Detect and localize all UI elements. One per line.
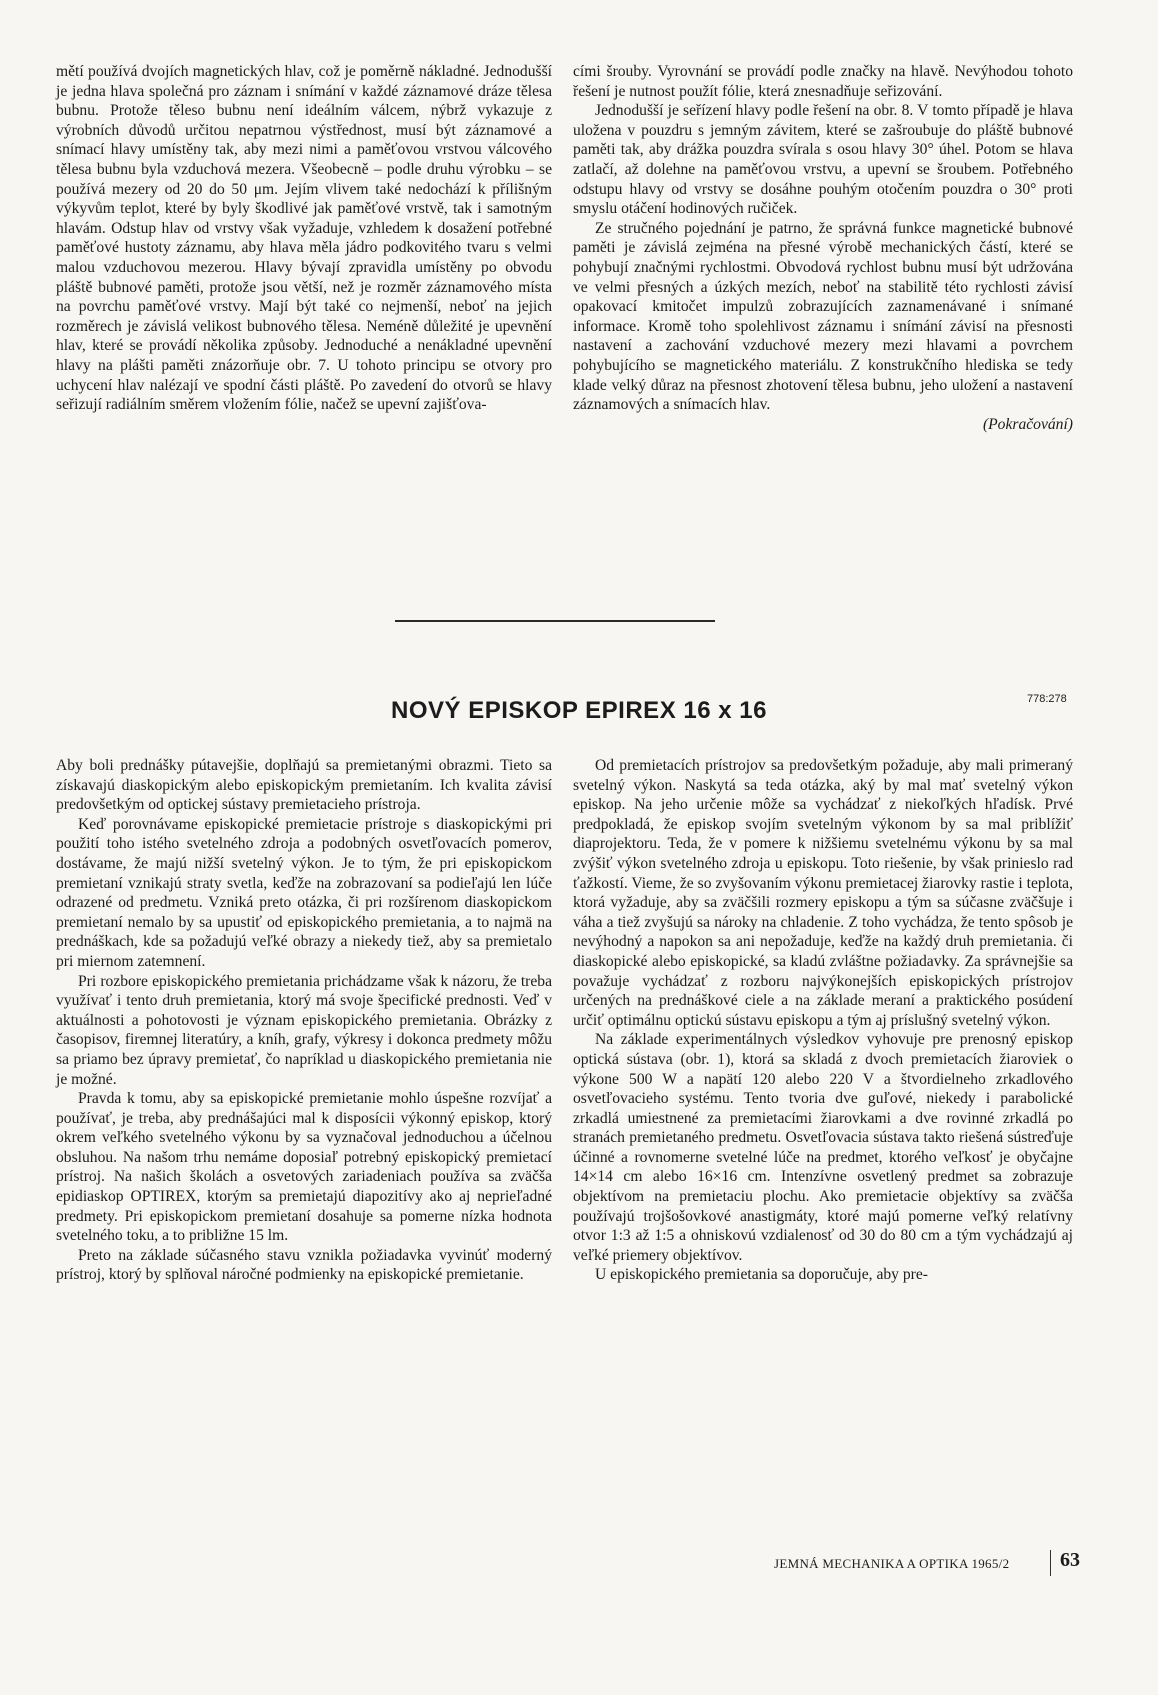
paragraph: Ze stručného pojednání je patrno, že správná funkce magnetické bubnové paměti je závislá zejména na přesné výrobě mechanických částí, které se pohybují značnými rychlostmi. Obvodová rychlost bubnu musí být udržována ve velmi přesných a úzkých mezích, neboť na stabilitě této rychlosti závisí opakovací kmitočet impulzů zobrazujících zaznamenávané i snímané informace. Kromě toho spolehlivost záznamu i snímání závisí na přesnosti nastavení a zachování vzduchové mezery mezi hlavami a povrchem pohybujícího se magnetického materiálu. Z konstrukčního hlediska se tedy klade velký důraz na přesnost zhotovení tělesa bubnu, jeho uložení a nastavení záznamových a snímacích hlav. [573,219,1073,414]
paragraph: Jednodušší je seřízení hlavy podle řešení na obr. 8. V tomto případě je hlava uložena v pouzdru s jemným závitem, které se zašroubuje do pláště bubnové paměti tak, aby drážka pouzdra svírala s osou hlavy 30° úhel. Potom se hlava zatlačí, až dolehne na paměťovou vrstvu, a upevní se šroubem. Potřebného odstupu hlavy od vrstvy se dosáhne pouhým otočením pouzdra o 30° proti smyslu otáčení hodinových ručiček. [573,102,1073,218]
bottom-left-column [56,756,552,1285]
section-divider [395,620,715,622]
paragraph: cími šrouby. Vyrovnání se provádí podle značky na hlavě. Nevýhodou tohoto řešení je nutnost použít fólie, která znesnadňuje seřizování. [573,63,1073,100]
journal-footer: JEMNÁ MECHANIKA A OPTIKA 1965/2 [774,1556,1010,1571]
page-number: 63 [1060,1549,1080,1571]
article-title: NOVÝ EPISKOP EPIREX 16 x 16 [391,697,767,724]
footer-separator [1050,1550,1051,1576]
paragraph: Aby boli prednášky pútavejšie, doplňajú sa premietanými obrazmi. Tieto sa získavajú diaskopickým alebo episkopickým premietaním. Ich kvalita závisí predovšetkým od optickej sústavy premietacieho prístroja. [56,757,552,814]
top-left-column [56,62,552,415]
paragraph: Preto na základe súčasného stavu vznikla požiadavka vyvinúť moderný prístroj, ktorý by splňoval náročné podmienky na episkopické premietanie. [56,1246,552,1284]
paragraph: mětí používá dvojích magnetických hlav, což je poměrně nákladné. Jednodušší je jedna hlava společná pro záznam i snímání v každé záznamové dráze tělesa bubnu. Protože těleso bubnu není ideálním válcem, nýbrž vykazuje z výrobních důvodů určitou nepatrnou výstřednost, musí být záznamové a snímací hlavy umístěny tak, aby mezi nimi a paměťovou vrstvou válcového tělesa bubnu byla vzduchová mezera. Všeobecně – podle druhu výrobku – se používá mezery od 20 do 50 μm. Jejím vlivem také nedochází k přílišným výkyvům teplot, které by byly škodlivé jak paměťové vrstvě, tak i samotným hlavám. Odstup hlav od vrstvy však vyžaduje, vzhledem k dosažení potřebné paměťové hustoty záznamu, aby hlava měla jádro podkovitého tvaru s velmi malou vzduchovou mezerou. Hlavy bývají zpravidla umístěny po obvodu pláště bubnové paměti, protože jsou větší, než je rozměr záznamového místa na povrchu paměťové vrstvy. Mají být také co nejmenší, neboť na jejich rozměrech je závislá velikost bubnového tělesa. Neméně důležité je upevnění hlav, které se provádí několika způsoby. Jednoduché a nenákladné upevnění hlavy na plášti paměti znázorňuje obr. 7. U tohoto principu se otvory pro uchycení hlav nalézají ve spodní části pláště. Po zavedení do otvorů se hlavy seřizují radiálním směrem vložením fólie, načež se upevní zajišťova- [56,63,552,414]
bottom-right-column [573,756,1073,1285]
continued-label: (Pokračování) [982,415,1073,433]
top-right-column [573,62,1073,434]
paragraph: Od premietacích prístrojov sa predovšetkým požaduje, aby mali primeraný svetelný výkon. Naskytá sa teda otázka, aký by mal mať svetelný výkon episkop. Na jeho určenie môže sa vychádzať z niekoľkých hľadísk. Prvé predpokladá, že episkop svojím svetelným výkonom by sa mal priblížiť diaprojektoru. Teda, že v pomere k nižšiemu svetelnému výkonu by sa mal zvýšiť výkon svetelného zdroja u episkopu. Toto riešenie, by však prinieslo rad ťažkostí. Vieme, že so zvyšovaním výkonu premietacej žiarovky rastie i teplota, ktorá vyžaduje, aby sa zväčšili rozmery episkopu a tým sa súčasne zväčšuje i váha a tiež zvyšujú sa nároky na chladenie. Z toho vychádza, že tento spôsob je nevýhodný a napokon sa ani nepožaduje, keďže na každý druh premietania. či diaskopické alebo episkopické, sa kladú zvláštne požiadavky. Za správnejšie sa považuje vychádzať z rozboru najvýkonejších episkopických prístrojov určených na prednáškové ciele a na základe meraní a praktického posúdení určiť optimálnu optickú sústavu episkopu a tým aj príslušný svetelný výkon. [573,757,1073,1029]
paragraph: U episkopického premietania sa doporučuje, aby pre- [595,1266,928,1284]
paragraph: Na základe experimentálnych výsledkov vyhovuje pre prenosný episkop optická sústava (obr. 1), ktorá sa skladá z dvoch premietacích žiaroviek o výkone 500 W a napätí 120 alebo 220 V a štvordielneho zrkadlového osvetľovacieho systému. Tento tvoria dve guľové, niekedy i parabolické zrkadlá umiestnené za premietacími žiarovkami a dve rovinné zrkadlá po stranách premietaného predmetu. Osvetľovacia sústava takto riešená sústreďuje účinné a rovnomerne svetelné lúče na predmet, ktorého veľkosť je obyčajne 14×14 cm alebo 16×16 cm. Intenzívne osvetlený predmet sa zobrazuje objektívom na premietaciu plochu. Ako premietacie objektívy sa zväčša používajú trojšošovkové anastigmáty, ktoré majú pomerne veľký relatívny otvor 1:3 až 1:5 a ohniskovú vzdialenosť od 30 do 80 cm a tým vychádzajú aj veľké priemery objektívov. [573,1031,1073,1264]
udc-code: 778:278 [1027,693,1067,705]
paragraph: Pri rozbore episkopického premietania prichádzame však k názoru, že treba využívať i tento druh premietania, ktorý má svoje špecifické prednosti. Veď v aktuálnosti a pohotovosti je význam episkopického premietania. Obrázky z časopisov, firemnej literatúry, a kníh, grafy, výkresy i dokonca predmety môžu sa priamo bez úpravy premietať, čo napríklad u diaskopického premietania nie je možné. [56,972,552,1088]
paragraph: Keď porovnávame episkopické premietacie prístroje s diaskopickými pri použití toho istého svetelného zdroja a podobných osvetľovacích pomerov, dostávame, že majú nižší svetelný výkon. Je to tým, že pri episkopickom premietaní vznikajú straty svetla, keďže na zobrazovaní sa podieľajú len lúče odrazené od predmetu. Vzniká preto otázka, či pri rozšírenom diaskopickom premietaní nemalo by sa upustiť od episkopického premietania, a to najmä na prednáškach, kde sa požadujú veľké obrazy a niekedy tiež, aby sa premietalo pri miernom zatemnení. [56,815,552,970]
paragraph: Pravda k tomu, aby sa episkopické premietanie mohlo úspešne rozvíjať a používať, je treba, aby prednášajúci mal k disposícii výkonný episkop, ktorý okrem veľkého svetelného výkonu by sa vyznačoval jednoduchou a účelnou obsluhou. Na našom trhu nemáme doposiaľ potrebný episkopický premietací prístroj. Na našich školách a osvetových zariadeniach používa sa zväčša epidiaskop OPTIREX, ktorým sa premietajú diapozitívy ako aj neprieľadné predmety. Pri episkopickom premietaní dosahuje sa pomerne nízka hodnota svetelného toku, a to približne 15 lm. [56,1090,552,1245]
